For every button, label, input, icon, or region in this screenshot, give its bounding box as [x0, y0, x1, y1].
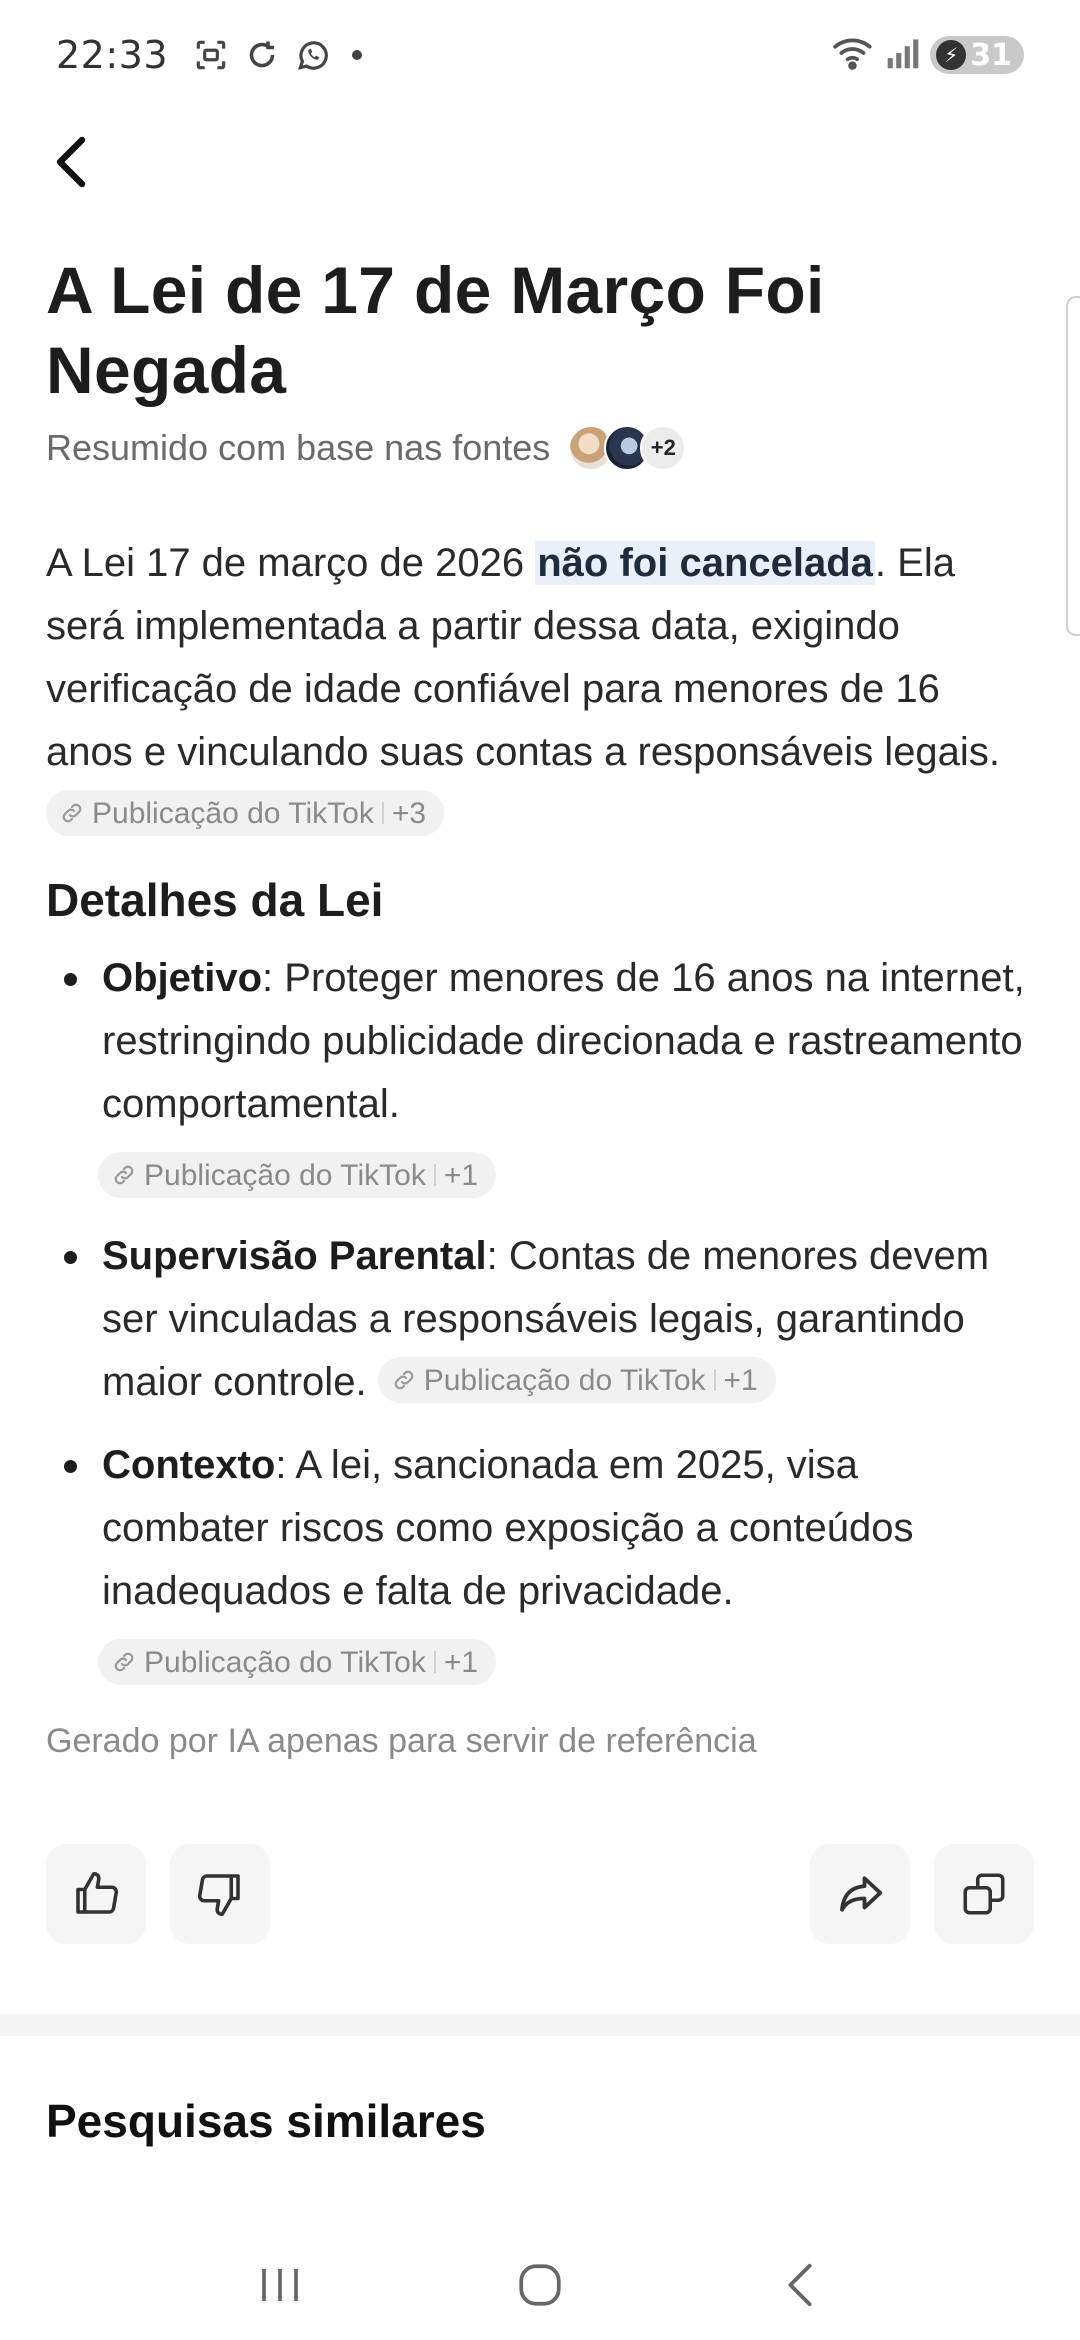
chip-count: +3: [391, 796, 427, 830]
link-icon: [112, 1650, 136, 1674]
source-chip[interactable]: [378, 1357, 776, 1403]
chip-divider: [714, 1369, 716, 1391]
signal-icon: [886, 36, 920, 74]
chip-divider: [434, 1651, 436, 1673]
chip-label: Publicação do TikTok: [423, 1363, 706, 1397]
chip-label: Publicação do TikTok: [144, 1158, 426, 1192]
notification-dot: [352, 50, 362, 60]
dislike-button[interactable]: [170, 1844, 270, 1944]
list-item: [46, 1225, 1034, 1414]
intro-text: A Lei 17 de março de 2026: [46, 541, 536, 585]
chip-count: +1: [443, 1645, 479, 1679]
bullet-text: : A lei, sancionada em 2025, visa combater riscos como exposição a conteúdos inadequados e falta de privacidade.: [102, 1443, 914, 1613]
back-icon: [780, 2260, 820, 2310]
recents-icon: [256, 2263, 304, 2307]
list-item: [46, 1434, 1034, 1692]
sync-icon: [244, 37, 280, 73]
share-icon: [833, 1867, 887, 1921]
chip-label: Publicação do TikTok: [92, 796, 374, 830]
intro-paragraph: [46, 532, 1034, 847]
chip-divider: [382, 802, 384, 824]
chip-divider: [434, 1164, 436, 1186]
system-nav-bar: [0, 2230, 1080, 2340]
back-button[interactable]: [36, 126, 108, 198]
share-button[interactable]: [810, 1844, 910, 1944]
bullet-term: Objetivo: [102, 956, 263, 1000]
battery-level: 31: [970, 37, 1012, 73]
source-avatars[interactable]: [568, 425, 686, 471]
section-divider: [0, 2014, 1080, 2036]
nav-back-button[interactable]: [755, 2240, 845, 2330]
status-left-icons: [192, 36, 362, 74]
page-title: A Lei de 17 de Março Foi Negada: [46, 253, 825, 407]
link-icon: [112, 1163, 136, 1187]
source-chip[interactable]: [46, 790, 444, 836]
source-chip[interactable]: [98, 1639, 496, 1685]
copy-button[interactable]: [934, 1844, 1034, 1944]
home-icon: [515, 2260, 565, 2310]
home-button[interactable]: [495, 2240, 585, 2330]
sources-row[interactable]: [46, 422, 1034, 474]
thumbs-up-icon: [69, 1867, 123, 1921]
more-sources-badge: +2: [640, 425, 686, 471]
link-icon: [392, 1368, 416, 1392]
bullet-text: : Contas de menores devem ser vinculadas a responsáveis legais, garantindo maior controle.: [102, 1234, 990, 1404]
bullet-term: Supervisão Parental: [102, 1234, 487, 1278]
feedback-actions: [46, 1844, 1034, 1944]
source-chip[interactable]: [98, 1152, 496, 1198]
chip-count: +1: [443, 1158, 479, 1192]
link-icon: [60, 801, 84, 825]
ai-disclaimer: Gerado por IA apenas para servir de referência: [46, 1722, 757, 1760]
battery-icon: [930, 36, 1024, 74]
article: [46, 250, 1034, 1761]
section-title: Detalhes da Lei: [46, 874, 384, 926]
chip-row: [98, 1142, 1034, 1205]
highlighted-text[interactable]: não foi cancelada: [537, 541, 873, 585]
status-time: 22:33: [56, 33, 169, 77]
bullet-text: : Proteger menores de 16 anos na internet, restringindo publicidade direcionada e rastreamento comportamental.: [102, 956, 1025, 1126]
screenshot-icon: [192, 36, 230, 74]
charging-icon: ⚡: [936, 40, 966, 70]
wifi-icon: [832, 35, 876, 75]
status-bar: [0, 0, 1080, 110]
details-list: [46, 947, 1034, 1692]
scroll-indicator[interactable]: [1066, 296, 1080, 636]
chevron-left-icon: [50, 134, 94, 190]
bullet-term: Contexto: [102, 1443, 276, 1487]
list-item: [46, 947, 1034, 1205]
chip-label: Publicação do TikTok: [144, 1645, 426, 1679]
whatsapp-icon: [294, 36, 332, 74]
recents-button[interactable]: [235, 2240, 325, 2330]
sources-label: Resumido com base nas fontes: [46, 427, 551, 468]
status-right-icons: [832, 35, 1024, 75]
similar-searches-title: Pesquisas similares: [46, 2095, 486, 2147]
thumbs-down-icon: [193, 1867, 247, 1921]
intro-text: . Ela será implementada a partir dessa data, exigindo verificação de idade confiável para menores de 16 anos e vinculando suas contas a responsáveis legais.: [46, 541, 1000, 774]
copy-icon: [959, 1869, 1009, 1919]
chip-count: +1: [723, 1363, 758, 1397]
like-button[interactable]: [46, 1844, 146, 1944]
chip-row: [98, 1629, 1034, 1692]
